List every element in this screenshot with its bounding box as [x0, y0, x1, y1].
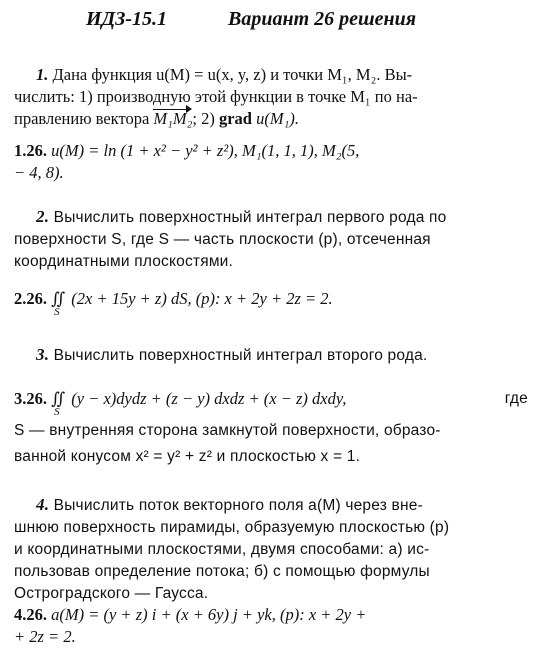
task-3-text-1: Вычислить поверхностный интеграл второго рода. [53, 347, 428, 364]
task-4-line-5: Остроградского — Гаусса. [14, 585, 209, 602]
task-1-line-1 [14, 64, 530, 86]
task-1-text-3c: u(M₁). [251, 109, 299, 128]
vector-m1m2: M₁M₂ [153, 109, 193, 128]
double-integral-symbol-3 [51, 388, 67, 418]
variant-2-formula: (2x + 15y + z) dS, (p): x + 2y + 2z = 2. [71, 289, 333, 308]
task-4 [14, 494, 530, 605]
task-1-number: 1. [36, 65, 49, 84]
task-4-number: 4. [36, 495, 50, 514]
variant-1-formula: u(M) = ln (1 + x² − y² + z²), M₁(1, 1, 1), M₂(5, [51, 141, 360, 160]
variant-4-line-2: + 2z = 2. [14, 627, 76, 646]
task-4-line-3: и координатными плоскостями, двумя способами: а) ис- [14, 541, 430, 558]
integral-subscript: S [54, 306, 60, 318]
variant-3-line-3: ванной конусом x² = y² + z² и плоскостью x = 1. [14, 448, 361, 465]
integral-sign: ∬ [51, 289, 66, 308]
task-3-number: 3. [36, 345, 50, 364]
variant-3-where: где [504, 390, 528, 407]
variant-2-number: 2.26. [14, 289, 47, 308]
variant-3-line-2: S — внутренняя сторона замкнутой поверхности, образо- [14, 422, 441, 439]
variant-3-line-1 [14, 388, 530, 418]
variant-2-line-1 [14, 288, 530, 318]
task-1 [14, 64, 530, 130]
task-2-line-1 [14, 206, 530, 229]
variant-3-number: 3.26. [14, 389, 47, 408]
integral-subscript-3: S [54, 406, 60, 418]
variant-1-line-2: − 4, 8). [14, 163, 64, 182]
variant-4-formula: a(M) = (y + z) i + (x + 6y) j + yk, (p): x + 2y + [51, 605, 367, 624]
task-2 [14, 206, 530, 273]
variant-4 [14, 604, 530, 648]
integral-sign-3: ∬ [51, 389, 66, 408]
task-1-text-3a: правлению вектора [14, 109, 154, 128]
header-title: ИДЗ-15.1 [86, 8, 168, 30]
task-3 [14, 344, 530, 367]
task-1-line-3 [14, 108, 530, 130]
task-4-line-2: шнюю поверхность пирамиды, образуемую плоскостью (p) [14, 519, 450, 536]
task-3-line-1 [14, 344, 530, 367]
variant-1-number: 1.26. [14, 141, 47, 160]
task-4-line-4: пользовав определение потока; б) с помощью формулы [14, 563, 430, 580]
task-1-line-2: числить: 1) производную этой функции в точке M₁ по на- [14, 87, 418, 106]
task-2-line-2: поверхности S, где S — часть плоскости (p), отсеченная [14, 231, 431, 248]
variant-3-formula: (y − x)dydz + (z − y) dxdz + (x − z) dxdy, [71, 389, 347, 408]
task-1-text-3b: ; 2) [192, 109, 219, 128]
variant-4-line-1 [14, 604, 530, 626]
double-integral-symbol [51, 288, 67, 318]
header-variant: Вариант 26 решения [228, 8, 417, 30]
task-4-text-1: Вычислить поток векторного поля a(M) через вне- [53, 497, 423, 514]
variant-1 [14, 140, 530, 184]
task-1-text-1: Дана функция u(M) = u(x, y, z) и точки M₁, M₂. Вы- [52, 65, 413, 84]
variant-2 [14, 288, 530, 318]
variant-1-line-1 [14, 140, 530, 162]
task-2-number: 2. [36, 207, 50, 226]
task-2-text-1: Вычислить поверхностный интеграл первого рода по [53, 209, 447, 226]
task-4-line-1 [14, 494, 530, 517]
variant-3 [14, 388, 530, 468]
task-2-line-3: координатными плоскостями. [14, 253, 234, 270]
grad-operator: grad [218, 109, 252, 128]
variant-4-number: 4.26. [14, 605, 47, 624]
